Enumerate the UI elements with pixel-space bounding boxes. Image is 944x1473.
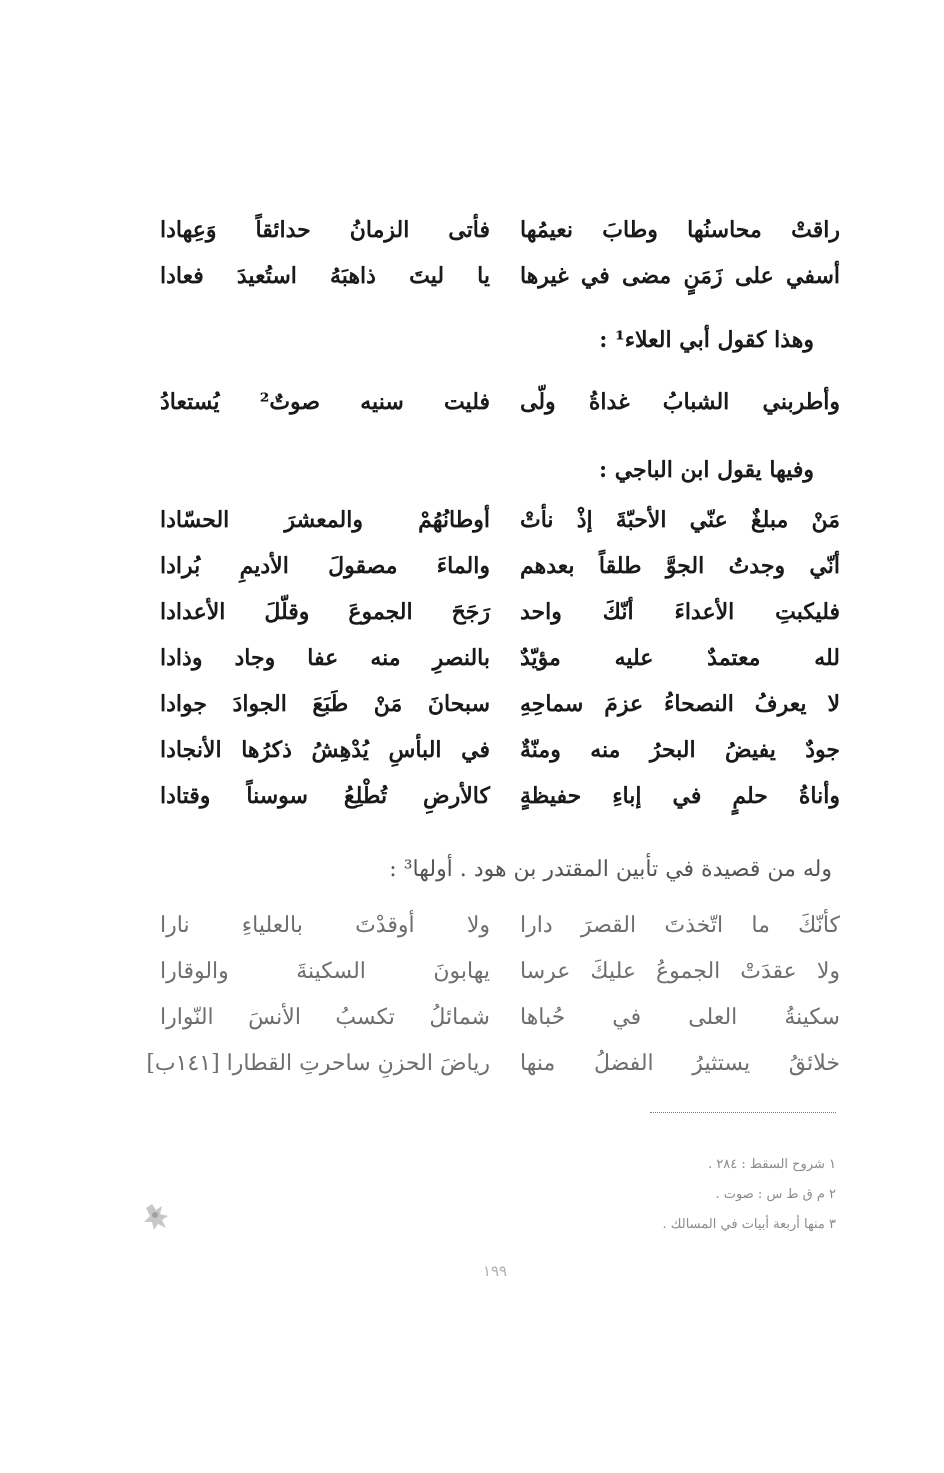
verse-line [160, 730, 840, 770]
verse-line [160, 546, 840, 586]
hemistich-left: رياضَ الحزنِ ساحرتِ القطارا [١٤١ب] [146, 1051, 490, 1076]
hemistich-left: والماءَ مصقولَ الأديمِ بُرادا [160, 553, 490, 579]
verse-line [160, 684, 840, 724]
verse-line [160, 638, 840, 678]
hemistich-right: فليكبتِ الأعداءَ أنّكَ واحد [520, 599, 840, 625]
verse-line [160, 952, 840, 992]
hemistich-right: أسفي على زَمَنٍ مضى في غيرها [520, 263, 840, 289]
hemistich-left: بالنصرِ منه عفا وجاد وذادا [160, 645, 490, 671]
hemistich-left: يا ليتَ ذاهبَهُ استُعيدَ فعادا [160, 263, 490, 289]
hemistich-right: لله معتمدٌ عليه مؤيّدٌ [520, 645, 840, 671]
hemistich-left: رَجَحَ الجموعَ وقلّلَ الأعدادا [160, 599, 490, 625]
ink-smudge-icon [140, 1200, 174, 1234]
hemistich-right: جودٌ يفيضُ البحرُ منه ومنّةٌ [520, 737, 840, 763]
verse-line [160, 382, 840, 422]
hemistich-left: شمائلُ تكسبُ الأنسَ النّوارا [160, 1005, 490, 1030]
verse-line [146, 1044, 840, 1084]
hemistich-right: لا يعرفُ النصحاءُ عزمَ سماحِهِ [520, 691, 840, 717]
hemistich-left: أوطانُهُمْ والمعشرَ الحسّادا [160, 507, 490, 533]
footnote-separator [650, 1112, 836, 1113]
hemistich-left: في البأسِ يُدْهِشُ ذكرُها الأنجادا [160, 737, 490, 763]
hemistich-left: سبحانَ مَنْ طَبَعَ الجوادَ جوادا [160, 691, 490, 717]
intro-ibn-albaji: وفيها يقول ابن الباجي : [598, 457, 814, 483]
hemistich-right: وأطربني الشبابُ غداةُ ولّى [520, 389, 840, 415]
hemistich-right: خلائقُ يستثيرُ الفضلُ منها [520, 1051, 840, 1076]
verse-line [160, 592, 840, 632]
verse-line [160, 998, 840, 1038]
verse-line [160, 210, 840, 250]
hemistich-right: وأناةُ حلمٍ في إباءِ حفيظةٍ [520, 783, 840, 809]
hemistich-right: مَنْ مبلغٌ عنّي الأحبّةَ إذْ نأتْ [520, 507, 840, 533]
hemistich-right: ولا عقدَتْ الجموعُ عليكَ عرسا [520, 959, 840, 984]
hemistich-left: فأتى الزمانُ حدائقاً وَعِهادا [160, 217, 490, 243]
hemistich-left: يهابونَ السكينةَ والوقارا [160, 959, 490, 984]
footnote: ٣ منها أربعة أبيات في المسالك . [662, 1217, 836, 1232]
hemistich-right: أنّي وجدتُ الجوَّ طلقاً بعدهم [520, 553, 840, 579]
intro-abi-alala: وهذا كقول أبي العلاء¹ : [599, 327, 814, 353]
intro-ibn-hud: وله من قصيدة في تأبين المقتدر بن هود . أولها³ : [389, 857, 832, 882]
verse-line [160, 256, 840, 296]
hemistich-left: كالأرضِ تُطْلِعُ سوسناً وقتادا [160, 783, 490, 809]
footnotes [476, 1150, 836, 1240]
hemistich-left: ولا أوقدْتَ بالعلياءِ نارا [160, 913, 490, 938]
footnote: ١ شروح السقط : ٢٨٤ . [708, 1157, 836, 1172]
hemistich-right: سكينةُ العلى في حُباها [520, 1005, 840, 1030]
page-number: ١٩٩ [482, 1262, 508, 1280]
hemistich-right: راقتْ محاسنُها وطابَ نعيمُها [520, 217, 840, 243]
verse-line [160, 500, 840, 540]
hemistich-left: فليت سنيه صوتٌ² يُستعادُ [160, 389, 490, 415]
hemistich-right: كأنّكَ ما اتّخذتَ القصرَ دارا [520, 913, 840, 938]
footnote: ٢ م ق ط س : صوت . [715, 1187, 836, 1202]
verse-line [160, 906, 840, 946]
verse-line [160, 776, 840, 816]
